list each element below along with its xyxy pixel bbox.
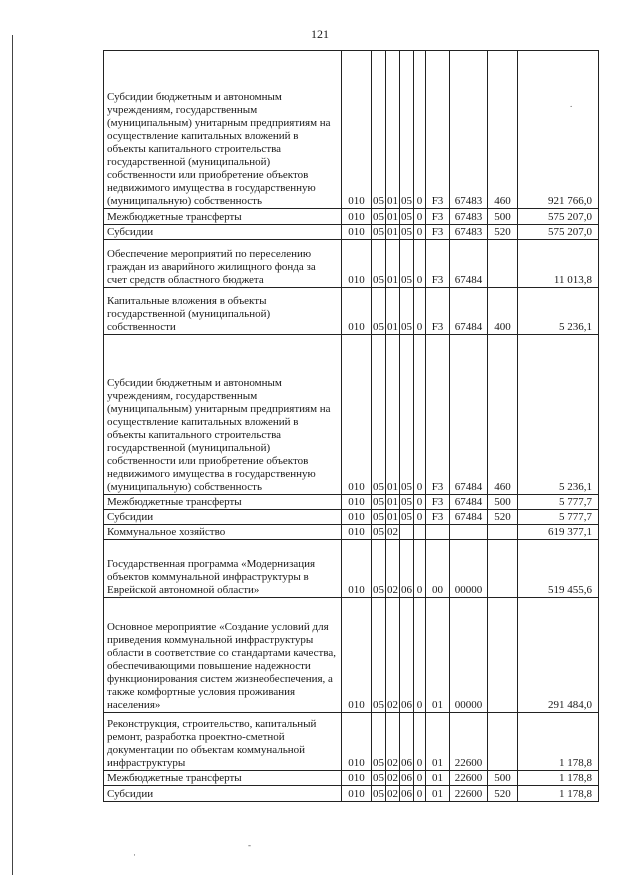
- amount: 519 455,6: [518, 540, 599, 598]
- subprogram-code: 0: [414, 209, 426, 225]
- program-code: 05: [400, 288, 414, 335]
- section-code: 05: [372, 540, 386, 598]
- event-code: F3: [426, 335, 450, 495]
- row-name: Межбюджетные трансферты: [104, 771, 342, 786]
- event-code: F3: [426, 240, 450, 288]
- table-row: [104, 786, 599, 802]
- subsection-code: 01: [387, 511, 398, 523]
- subsection-code: 01: [386, 335, 400, 495]
- program-code: 06: [400, 540, 414, 598]
- program-code: 05: [400, 335, 414, 495]
- program-code: [400, 525, 414, 540]
- table-row: [104, 335, 599, 495]
- event-code: F3: [426, 225, 450, 240]
- grbs-code: 010: [342, 225, 372, 240]
- subsection-code: 01: [387, 226, 398, 238]
- program-code: 05: [400, 240, 414, 288]
- table-row: [104, 713, 599, 771]
- expense-type-code: [488, 540, 518, 598]
- event-code: 01: [426, 786, 450, 802]
- amount: 5 777,7: [518, 495, 599, 510]
- expense-type-code: [488, 240, 518, 288]
- scan-speck: -: [248, 840, 251, 850]
- table-row: [104, 225, 599, 240]
- subsection-code: 02: [386, 598, 400, 713]
- row-name: Реконструкция, строительство, капитальный ремонт, разработка проектно-сметной документации по объектам коммунальной инфраструктуры: [104, 713, 342, 771]
- event-code: 01: [426, 771, 450, 786]
- grbs-code: 010: [342, 335, 372, 495]
- table-row: [104, 209, 599, 225]
- subsection-code: 01: [386, 209, 400, 225]
- table-row: [104, 288, 599, 335]
- grbs-code: 010: [342, 713, 372, 771]
- grbs-code: 010: [342, 771, 372, 786]
- subsection-code: 02: [386, 713, 400, 771]
- direction-code: 67483: [450, 209, 488, 225]
- subprogram-code: 0: [414, 713, 426, 771]
- direction-code: 67484: [450, 510, 488, 525]
- expense-type-code: 500: [488, 495, 518, 510]
- subprogram-code: 0: [414, 225, 426, 240]
- event-code: F3: [426, 288, 450, 335]
- direction-code: 22600: [450, 786, 488, 802]
- expense-type-code: [488, 713, 518, 771]
- row-name: Межбюджетные трансферты: [104, 495, 342, 510]
- grbs-code: 010: [342, 510, 372, 525]
- scan-speck: ·: [133, 850, 136, 860]
- direction-code: 67484: [450, 335, 488, 495]
- grbs-code: 010: [342, 525, 372, 540]
- grbs-code: 010: [342, 540, 372, 598]
- table-row: [104, 598, 599, 713]
- direction-code: 22600: [450, 713, 488, 771]
- amount: 575 207,0: [518, 225, 599, 240]
- scan-speck: .: [570, 99, 573, 109]
- section-code: 05: [372, 786, 386, 802]
- amount: 921 766,0: [518, 51, 599, 209]
- row-name: Субсидии: [104, 225, 342, 240]
- section-code: 05: [372, 335, 386, 495]
- row-name: Капитальные вложения в объекты государственной (муниципальной) собственности: [104, 288, 342, 335]
- amount: 291 484,0: [518, 598, 599, 713]
- section-code: 05: [373, 772, 384, 784]
- event-code: 00: [426, 540, 450, 598]
- row-name: Обеспечение мероприятий по переселению граждан из аварийного жилищного фонда за счет средств областного бюджета: [104, 240, 342, 288]
- expense-type-code: [488, 525, 518, 540]
- grbs-code: 010: [342, 495, 372, 510]
- grbs-code: 010: [342, 51, 372, 209]
- direction-code: 00000: [450, 540, 488, 598]
- event-code: F3: [426, 51, 450, 209]
- direction-code: 67484: [450, 288, 488, 335]
- program-code: 06: [400, 598, 414, 713]
- table-row: [104, 495, 599, 510]
- section-code: 05: [372, 598, 386, 713]
- expense-type-code: 400: [488, 288, 518, 335]
- subprogram-code: 0: [414, 335, 426, 495]
- table-row: [104, 771, 599, 786]
- direction-code: 67484: [450, 240, 488, 288]
- section-code: 05: [373, 226, 384, 238]
- subprogram-code: 0: [414, 786, 426, 802]
- expense-type-code: [488, 598, 518, 713]
- program-code: 05: [401, 496, 412, 508]
- subprogram-code: [414, 525, 426, 540]
- section-code: 05: [373, 496, 384, 508]
- subsection-code: 01: [386, 51, 400, 209]
- subprogram-code: 0: [414, 51, 426, 209]
- subprogram-code: 0: [414, 540, 426, 598]
- budget-table: [103, 50, 599, 802]
- amount: 1 178,8: [518, 786, 599, 802]
- row-name: Субсидии: [104, 786, 342, 802]
- subprogram-code: 0: [414, 771, 426, 786]
- table-row: [104, 510, 599, 525]
- event-code: F3: [426, 209, 450, 225]
- page-margin-rule: [12, 35, 13, 875]
- amount: 11 013,8: [518, 240, 599, 288]
- table-row: [104, 540, 599, 598]
- program-code: 05: [400, 209, 414, 225]
- page-number: 121: [311, 27, 329, 41]
- amount: 619 377,1: [518, 525, 599, 540]
- amount: 5 236,1: [518, 288, 599, 335]
- row-name: Субсидии: [104, 510, 342, 525]
- event-code: F3: [426, 510, 450, 525]
- program-code: 06: [401, 772, 412, 784]
- expense-type-code: 500: [488, 771, 518, 786]
- subsection-code: 01: [386, 240, 400, 288]
- grbs-code: 010: [342, 786, 372, 802]
- expense-type-code: 460: [488, 51, 518, 209]
- grbs-code: 010: [342, 240, 372, 288]
- expense-type-code: 460: [488, 335, 518, 495]
- subsection-code: 02: [386, 540, 400, 598]
- program-code: 05: [400, 51, 414, 209]
- subprogram-code: 0: [414, 288, 426, 335]
- event-code: F3: [426, 495, 450, 510]
- amount: 5 236,1: [518, 335, 599, 495]
- direction-code: 00000: [450, 598, 488, 713]
- subprogram-code: 0: [414, 510, 426, 525]
- direction-code: 67484: [450, 495, 488, 510]
- subsection-code: 02: [387, 526, 398, 538]
- amount: 1 178,8: [518, 771, 599, 786]
- table-row: [104, 525, 599, 540]
- section-code: 05: [372, 209, 386, 225]
- expense-type-code: 520: [488, 510, 518, 525]
- row-name: Коммунальное хозяйство: [104, 525, 342, 540]
- subsection-code: 01: [387, 496, 398, 508]
- subsection-code: 02: [387, 772, 398, 784]
- event-code: 01: [426, 713, 450, 771]
- program-code: 05: [401, 226, 412, 238]
- grbs-code: 010: [342, 209, 372, 225]
- subprogram-code: 0: [414, 495, 426, 510]
- subprogram-code: 0: [414, 240, 426, 288]
- section-code: 05: [372, 288, 386, 335]
- direction-code: 67483: [450, 51, 488, 209]
- event-code: 01: [426, 598, 450, 713]
- row-name: Субсидии бюджетным и автономным учреждениям, государственным (муниципальным) унитарным предприятиям на осуществление капитальных вложений в объекты капитального строительства государственной (муниципальной) собственности или приобретение объектов недвижимого имущества в государственную (муниципальную) собственность: [104, 51, 342, 209]
- row-name: Межбюджетные трансферты: [104, 209, 342, 225]
- table-row: [104, 240, 599, 288]
- expense-type-code: 520: [488, 225, 518, 240]
- amount: 575 207,0: [518, 209, 599, 225]
- row-name: Субсидии бюджетным и автономным учреждениям, государственным (муниципальным) унитарным предприятиям на осуществление капитальных вложений в объекты капитального строительства государственной (муниципальной) собственности или приобретение объектов недвижимого имущества в государственную (муниципальную) собственность: [104, 335, 342, 495]
- subsection-code: 01: [386, 288, 400, 335]
- section-code: 05: [372, 713, 386, 771]
- direction-code: 67483: [450, 225, 488, 240]
- table-row: [104, 51, 599, 209]
- direction-code: 22600: [450, 771, 488, 786]
- row-name: Государственная программа «Модернизация объектов коммунальной инфраструктуры в Еврейской автономной области»: [104, 540, 342, 598]
- event-code: [426, 525, 450, 540]
- row-name: Основное мероприятие «Создание условий для приведения коммунальной инфраструктуры области в соответствие со стандартами качества, обеспечивающими повышение надежности функционирования систем жизнеобеспечения, а также комфортные условия проживания населения»: [104, 598, 342, 713]
- expense-type-code: 520: [488, 786, 518, 802]
- program-code: 06: [400, 786, 414, 802]
- section-code: 05: [372, 240, 386, 288]
- subprogram-code: 0: [414, 598, 426, 713]
- section-code: 05: [372, 51, 386, 209]
- direction-code: [450, 525, 488, 540]
- amount: 1 178,8: [518, 713, 599, 771]
- subsection-code: 02: [386, 786, 400, 802]
- section-code: 05: [373, 526, 384, 538]
- grbs-code: 010: [342, 598, 372, 713]
- section-code: 05: [373, 511, 384, 523]
- amount: 5 777,7: [518, 510, 599, 525]
- program-code: 06: [400, 713, 414, 771]
- expense-type-code: 500: [488, 209, 518, 225]
- program-code: 05: [401, 511, 412, 523]
- grbs-code: 010: [342, 288, 372, 335]
